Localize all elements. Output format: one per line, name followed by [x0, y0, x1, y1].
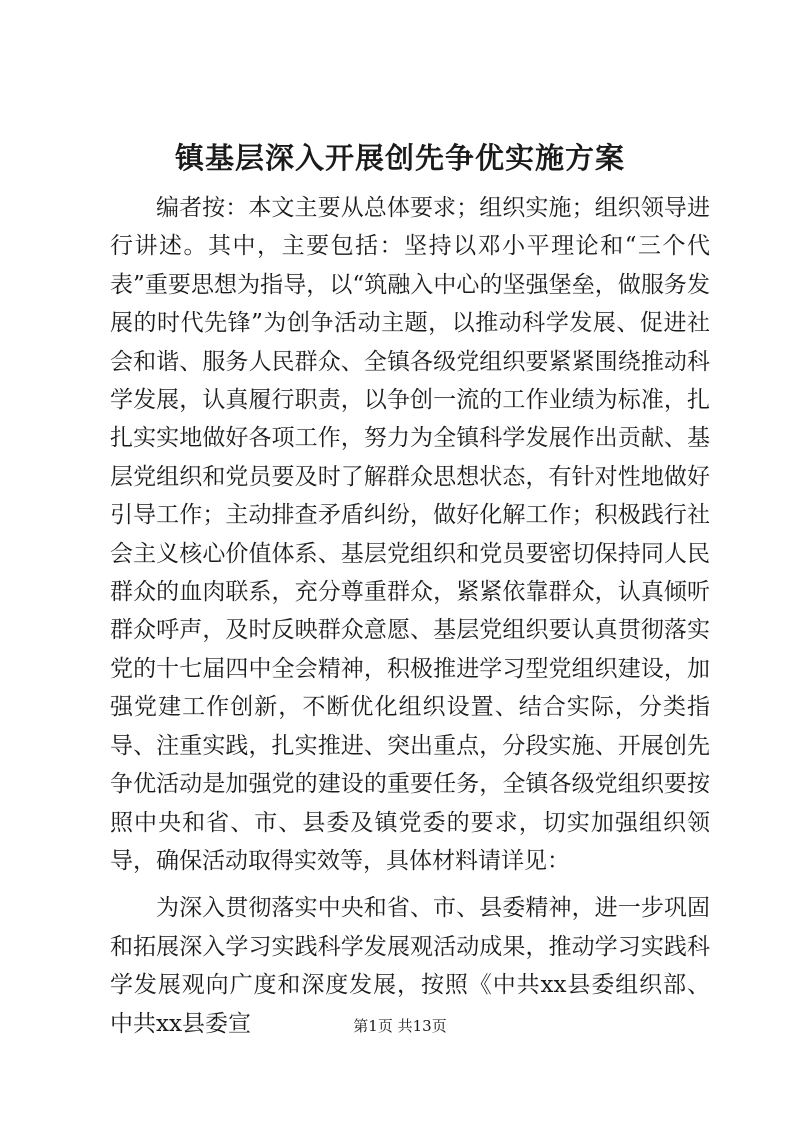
document-body: [110, 189, 710, 1043]
page-footer: [0, 1016, 800, 1036]
document-title: 镇基层深入开展创先争优实施方案: [174, 141, 625, 175]
paragraph-editor-note: 编者按：本文主要从总体要求；组织实施；组织领导进行讲述。其中，主要包括：坚持以邓小平理论和“三个代表”重要思想为指导，以“筑融入中心的坚强堡垒，做服务发展的时代先锋”为创争活动主题，以推动科学发展、促进社会和谐、服务人民群众、全镇各级党组织要紧紧围绕推动科学发展，认真履行职责，以争创一流的工作业绩为标准，扎扎实实地做好各项工作，努力为全镇科学发展作出贡献、基层党组织和党员要及时了解群众思想状态，有针对性地做好引导工作；主动排查矛盾纠纷，做好化解工作；积极践行社会主义核心价值体系、基层党组织和党员要密切保持同人民群众的血肉联系，充分尊重群众，紧紧依靠群众，认真倾听群众呼声，及时反映群众意愿、基层党组织要认真贯彻落实党的十七届四中全会精神，积极推进学习型党组织建设，加强党建工作创新，不断优化组织设置、结合实际，分类指导、注重实践，扎实推进、突出重点，分段实施、开展创先争优活动是加强党的建设的重要任务，全镇各级党组织要按照中央和省、市、县委及镇党委的要求，切实加强组织领导，确保活动取得实效等，具体材料请详见：: [110, 195, 710, 874]
paragraph-intro: 为深入贯彻落实中央和省、市、县委精神，进一步巩固和拓展深入学习实践科学发展观活动成果，推动学习实践科学发展观向广度和深度发展，按照《中共xx县委组织部、中共xx县委宣: [110, 895, 710, 1037]
page-number-label: 第1页 共13页: [353, 1017, 447, 1035]
